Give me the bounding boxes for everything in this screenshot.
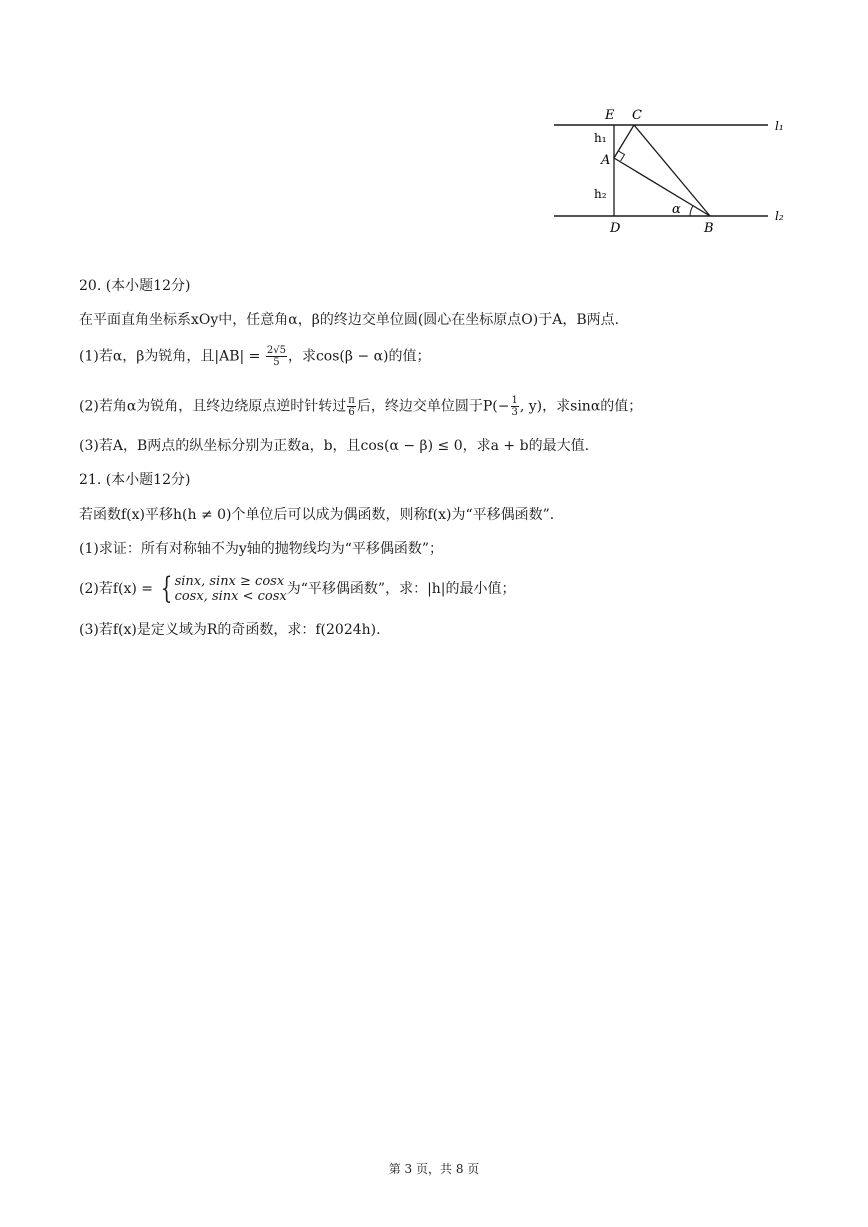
geometry-figure-svg <box>548 100 798 240</box>
q20-part2-middle: 后，终边交单位圆于P(− <box>356 398 510 415</box>
label-h2: h₂ <box>594 187 607 201</box>
fraction-denominator: 3 <box>511 407 518 418</box>
segment-ab <box>614 158 710 216</box>
q20-header: 20. (本小题12分) <box>79 278 191 294</box>
fraction-denominator: 6 <box>348 407 355 418</box>
q21-part1: (1)求证：所有对称轴不为y轴的抛物线均为“平移偶函数”； <box>79 541 444 557</box>
q20-part3: (3)若A，B两点的纵坐标分别为正数a，b，且cos(α − β) ≤ 0，求a + b的最大值. <box>79 438 590 454</box>
right-angle-marker <box>619 151 625 161</box>
label-a: A <box>601 153 611 168</box>
label-alpha: α <box>672 202 681 217</box>
piecewise-cases <box>175 574 287 604</box>
label-d: D <box>610 221 621 236</box>
piecewise-case-1: sinx, sinx ≥ cosx <box>174 574 285 589</box>
q21-part2-before: (2)若f(x) = <box>79 581 158 597</box>
q21-part2 <box>79 571 516 606</box>
q21-stem: 若函数f(x)平移h(h ≠ 0)个单位后可以成为偶函数，则称f(x)为“平移偶函数”. <box>79 507 555 523</box>
fraction-denominator: 5 <box>273 357 280 368</box>
q20-part2-before: (2)若角α为锐角，且终边绕原点逆时针转过 <box>79 398 347 415</box>
fraction-numerator: 2√5 <box>266 345 286 356</box>
brace-symbol: { <box>161 571 173 606</box>
page-footer: 第 3 页，共 8 页 <box>388 1162 480 1176</box>
q20-part2-fraction-third <box>511 395 519 418</box>
q21-part3: (3)若f(x)是定义域为R的奇函数，求：f(2024h). <box>79 622 381 638</box>
q20-part1 <box>79 345 431 368</box>
q21-part2-after: 为“平移偶函数”，求：|h|的最小值； <box>286 581 516 597</box>
q20-part1-fraction <box>266 345 287 368</box>
label-l1: l₁ <box>775 119 784 133</box>
q20-part2-after: , y)，求sinα的值； <box>519 398 643 415</box>
q20-stem: 在平面直角坐标系xOy中，任意角α，β的终边交单位圆(圆心在坐标原点O)于A，B两点. <box>79 312 620 328</box>
segment-ca <box>614 125 634 158</box>
fraction-numerator: 1 <box>511 395 518 406</box>
q20-part2 <box>79 395 642 418</box>
geometry-figure <box>548 100 798 240</box>
piecewise-case-2: cosx, sinx < cosx <box>174 589 287 604</box>
q20-part1-before: (1)若α，β为锐角，且|AB| = <box>79 348 265 365</box>
angle-alpha-arc <box>690 206 693 216</box>
label-b: B <box>704 221 714 236</box>
label-e: E <box>605 108 615 123</box>
label-l2: l₂ <box>775 209 784 223</box>
q21-header: 21. (本小题12分) <box>79 472 191 488</box>
label-h1: h₁ <box>594 131 607 145</box>
q20-part2-fraction-pi <box>347 395 356 418</box>
label-c: C <box>632 108 642 123</box>
q20-part1-after: ，求cos(β − α)的值； <box>287 348 431 365</box>
fraction-numerator: π <box>348 395 355 406</box>
